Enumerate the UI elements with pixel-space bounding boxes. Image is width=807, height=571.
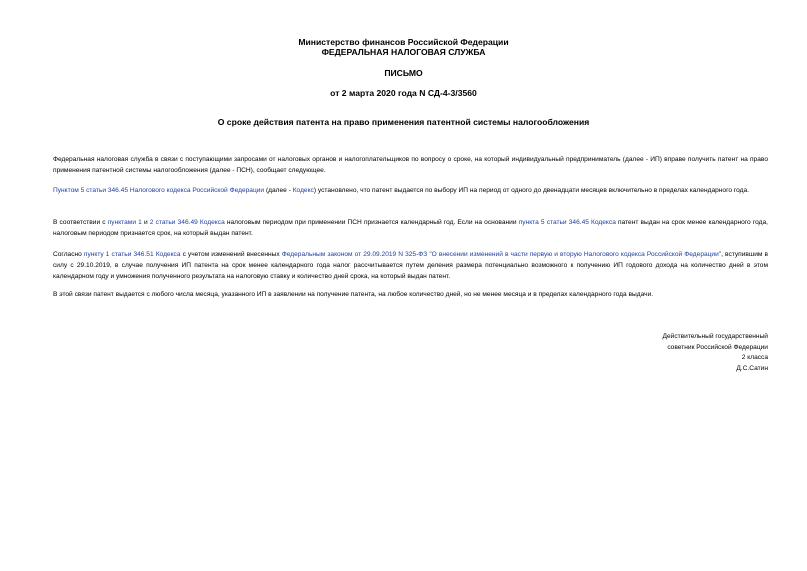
signature-title-line3: 2 класса [741,354,768,361]
paragraph-text: Согласно [53,251,84,258]
document-type: ПИСЬМО [384,68,423,78]
signature-title-line2: советник Российской Федерации [667,344,768,351]
link-article-346-49-p1[interactable]: пунктами 1 [107,219,142,226]
link-article-346-45-p5-second[interactable]: пункта 5 статьи 346.45 Кодекса [518,219,616,226]
signature-title-line1: Действительный государственный [662,333,768,340]
paragraph-text: налоговым периодом при применении ПСН признается календарный год. Если на основании [224,219,519,226]
paragraph-tax-period [53,217,768,239]
link-article-346-51-p1[interactable]: пункту 1 статьи 346.51 Кодекса [83,251,181,258]
ministry-heading: Министерство финансов Российской Федерации [298,37,509,47]
paragraph-text: В этой связи патент выдается с любого числа месяца, указанного ИП в заявлении на получение патента, на любое количество дней, но не менее месяца и в пределах календарного года выдачи. [53,291,654,298]
paragraph-tax-calculation [53,249,768,282]
document-date-number: от 2 марта 2020 года N СД-4-3/3560 [330,88,477,98]
link-federal-law-325[interactable]: Федеральным законом от 29.09.2019 N 325-ФЗ "О внесении изменений в части первую и вторую Налогового кодекса Российской Федерации" [281,251,722,258]
paragraph-conclusion [53,289,768,300]
link-article-346-45-p5[interactable]: Пунктом 5 статьи 346.45 Налогового кодекса Российской Федерации [53,187,265,194]
paragraph-text: ) установлено, что патент выдается по выбору ИП на период от одного до двенадцати месяцев включительно в пределах календарного года. [313,187,749,194]
paragraph-text: В соответствии с [53,219,108,226]
paragraph-intro [53,154,768,176]
paragraph-text: (далее - [264,187,293,194]
paragraph-text: и [141,219,150,226]
paragraph-text: , вступившим в силу с 29.10.2019, в случае получения ИП патента на срок менее календарного года налог рассчитывается путем деления размера потенциально возможного к получению ИП годового дохода на количество дней в этом календарном году и умножения полученного результата на налоговую ставку и количество дней срока, на который выдан патент. [53,251,768,280]
document-subject: О сроке действия патента на право применения патентной системы налогообложения [217,117,590,127]
link-tax-code[interactable]: Кодекс [292,187,314,194]
paragraph-text: патент выдан на срок менее календарного года, налоговым периодом признается срок, на который выдан патент. [53,219,768,237]
paragraph-patent-period [53,185,768,196]
signature-name: Д.С.Сатин [736,365,768,372]
paragraph-text: с учетом изменений внесенных [180,251,282,258]
service-heading: ФЕДЕРАЛЬНАЯ НАЛОГОВАЯ СЛУЖБА [321,47,486,57]
link-article-346-49-p2[interactable]: 2 статьи 346.49 Кодекса [149,219,225,226]
paragraph-text: Федеральная налоговая служба в связи с поступающими запросами от налоговых органов и налогоплательщиков по вопросу о сроке, на который индивидуальный предприниматель (далее - ИП) вправе получить патент на право применения патентной системы налогообложения (далее - ПСН), сообщает следующее. [53,156,768,174]
